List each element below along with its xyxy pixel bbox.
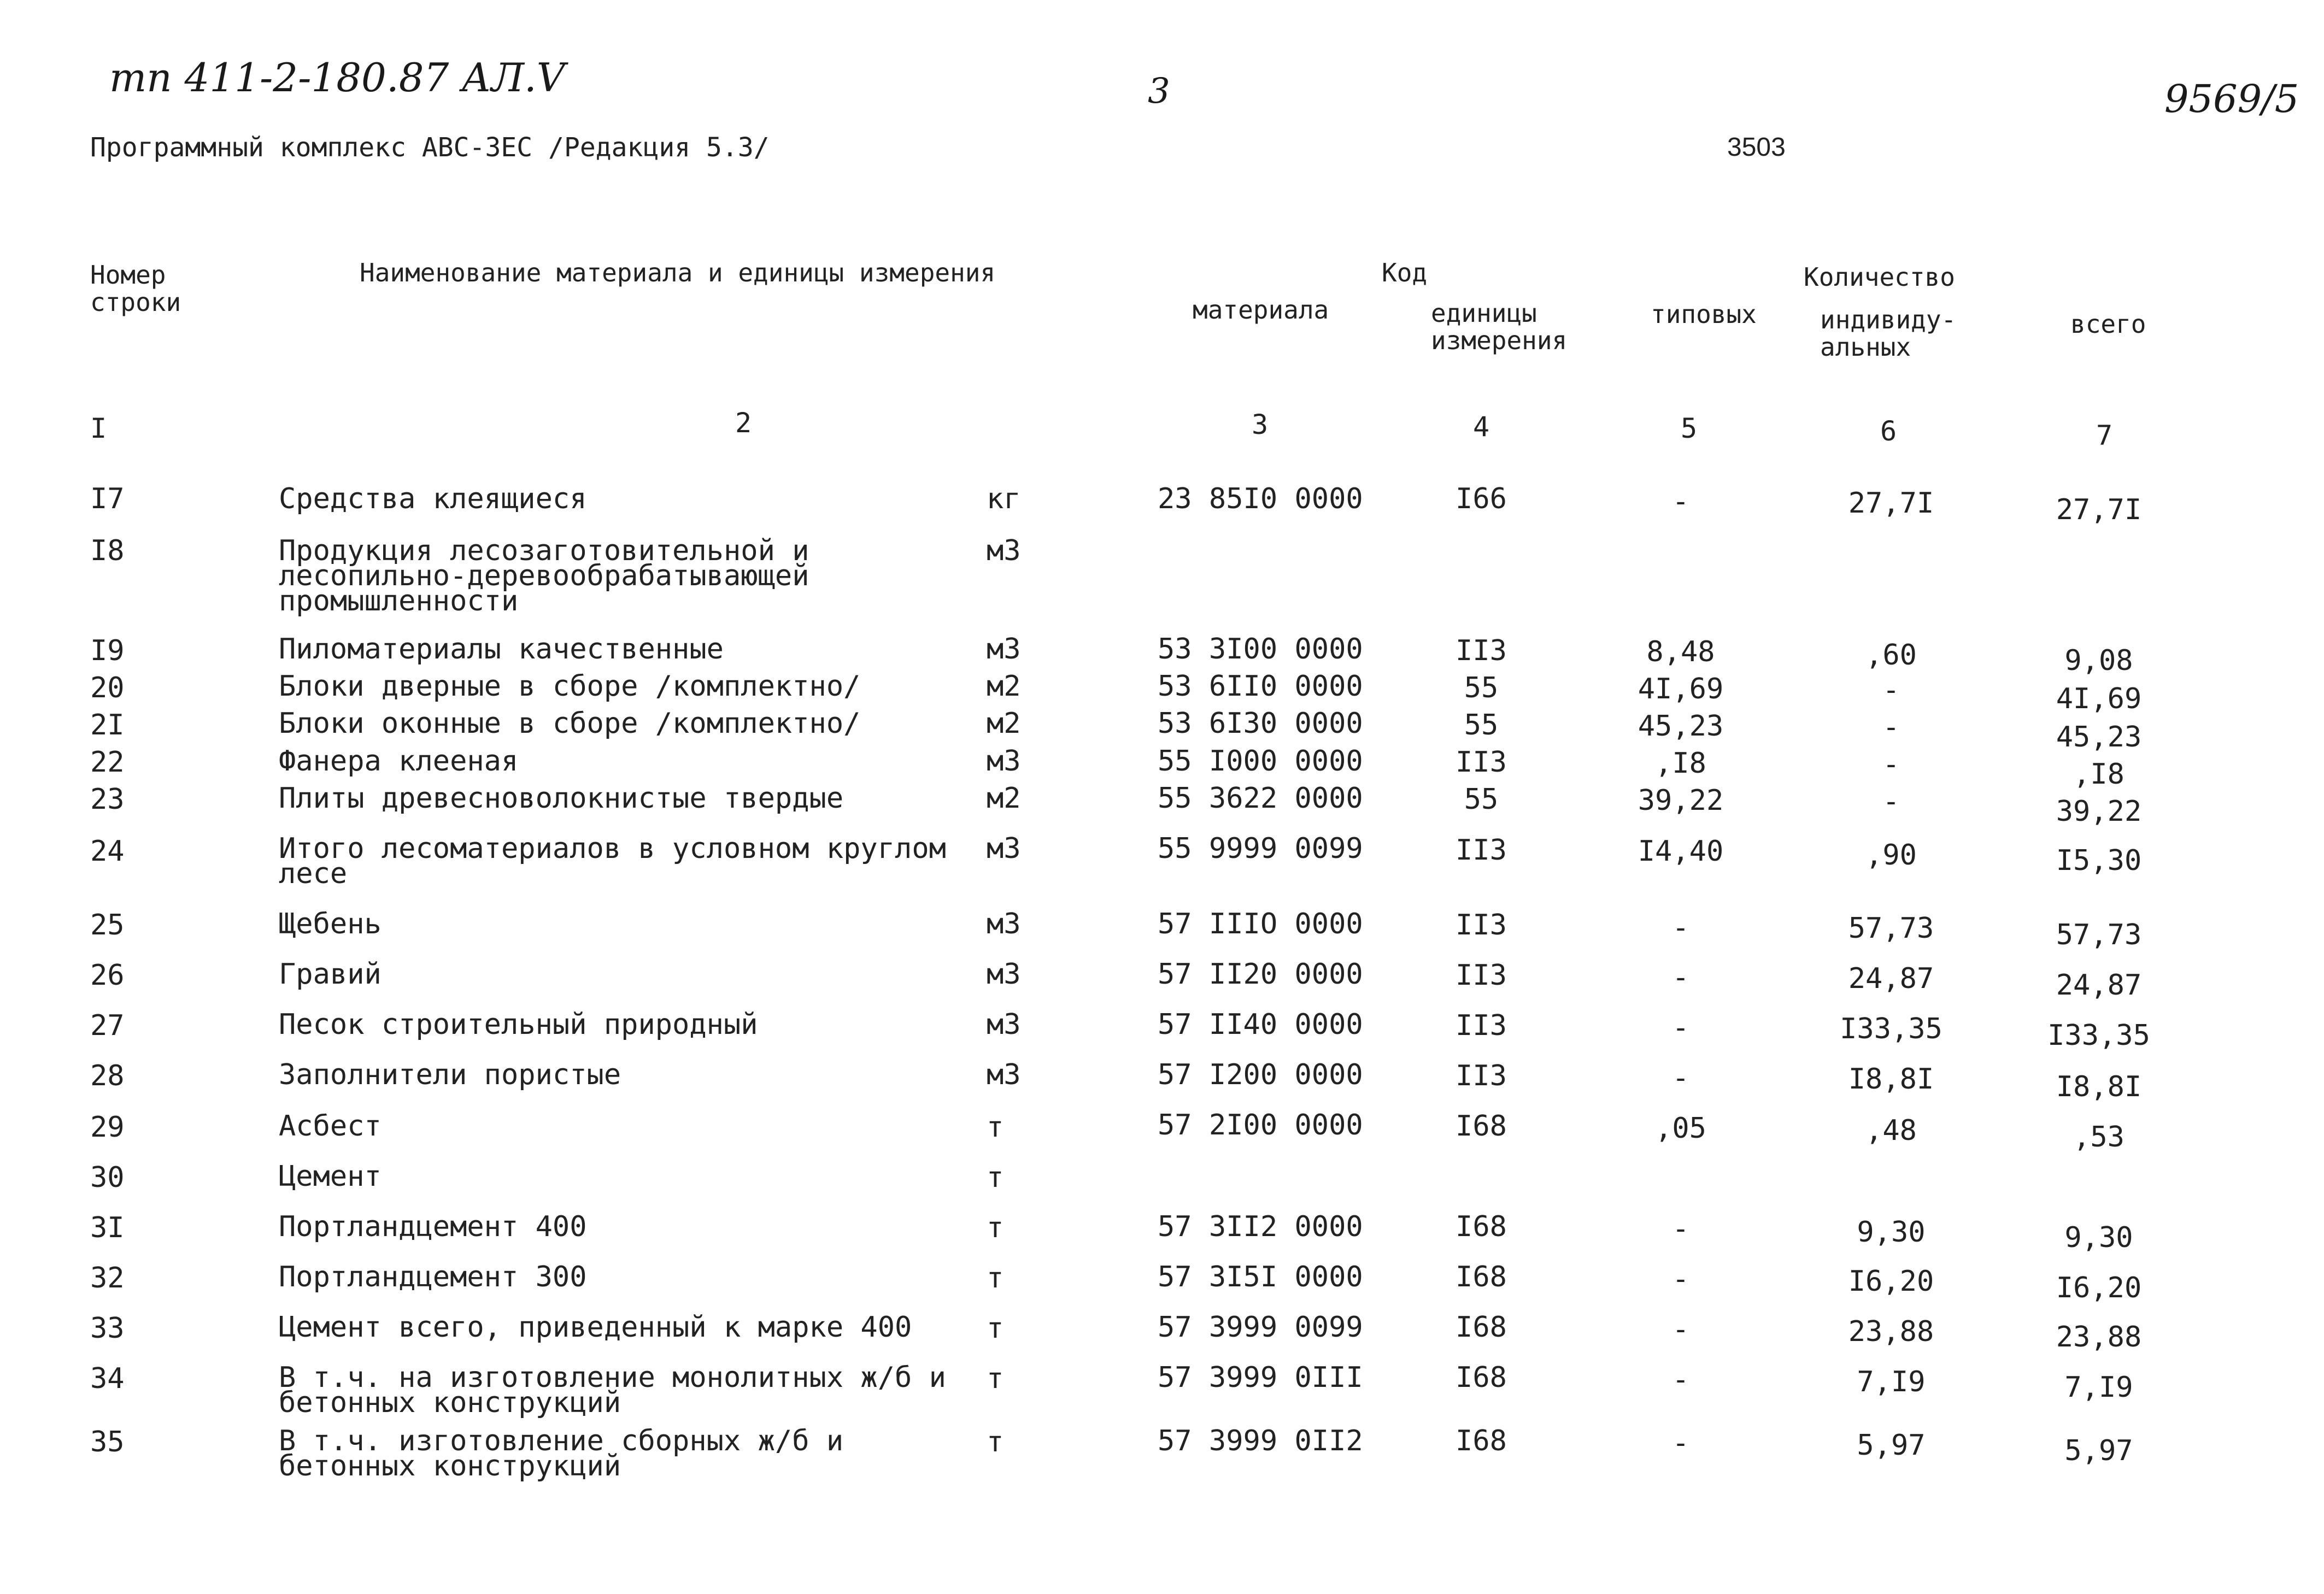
row-number: 27 — [90, 1009, 125, 1042]
unit-code: II3 — [1456, 1009, 1507, 1042]
material-name: Блоки оконные в сборе /комплектно/ — [279, 707, 861, 740]
material-code: 57 3999 0099 — [1158, 1311, 1363, 1344]
handwritten-sheet-number: 9569/5 — [2164, 77, 2299, 121]
quantity-individual: - — [1882, 711, 1900, 744]
column-number: 7 — [2096, 420, 2113, 451]
row-number: 26 — [90, 959, 125, 992]
unit: м3 — [987, 534, 1021, 567]
row-number: 32 — [90, 1262, 125, 1295]
quantity-individual: 7,I9 — [1857, 1366, 1926, 1398]
unit: т — [987, 1362, 1004, 1395]
material-code: 57 I200 0000 — [1158, 1058, 1363, 1091]
unit: т — [987, 1161, 1004, 1194]
column-header-unit-code: единицы измерения — [1431, 298, 1568, 355]
column-number: 3 — [1252, 409, 1269, 440]
column-number: 5 — [1681, 413, 1698, 444]
quantity-total: 24,87 — [2056, 969, 2142, 1002]
quantity-total: 27,7I — [2056, 493, 2142, 526]
unit: м2 — [987, 670, 1021, 703]
quantity-individual: ,90 — [1865, 839, 1917, 872]
quantity-individual: ,48 — [1865, 1114, 1917, 1147]
row-number: 2I — [90, 709, 125, 742]
column-number: 4 — [1473, 411, 1490, 443]
row-number: 33 — [90, 1312, 125, 1345]
quantity-individual: 27,7I — [1848, 487, 1934, 520]
unit-code: I68 — [1456, 1110, 1507, 1143]
material-name: Цемент — [279, 1160, 382, 1193]
quantity-total: 45,23 — [2056, 721, 2142, 754]
row-number: 29 — [90, 1111, 125, 1144]
column-header-individual: индивиду-альных — [1820, 305, 1957, 362]
material-code: 57 IIIO 0000 — [1158, 908, 1363, 940]
quantity-typical: ,05 — [1655, 1112, 1706, 1145]
column-header-quantity-group: Количество — [1804, 262, 1955, 292]
row-number: 28 — [90, 1060, 125, 1092]
material-code: 53 6I30 0000 — [1158, 707, 1363, 740]
handwritten-page-number: 3 — [1148, 71, 1170, 111]
unit: т — [987, 1111, 1004, 1144]
unit: м2 — [987, 782, 1021, 815]
material-name: Пиломатериалы качественные — [279, 633, 724, 666]
column-header-row-number: Номер строки — [90, 260, 181, 317]
material-name: Щебень — [279, 908, 382, 940]
unit: м2 — [987, 707, 1021, 740]
quantity-individual: - — [1882, 748, 1900, 781]
quantity-individual: I6,20 — [1848, 1265, 1934, 1298]
material-code: 23 85I0 0000 — [1158, 483, 1363, 515]
quantity-total: 9,08 — [2064, 644, 2133, 677]
quantity-typical: - — [1672, 485, 1689, 518]
material-name: Фанера клееная — [279, 745, 519, 778]
unit: м3 — [987, 745, 1021, 778]
unit: кг — [987, 483, 1021, 515]
quantity-typical: - — [1672, 961, 1689, 994]
quantity-typical: 8,48 — [1646, 636, 1715, 668]
quantity-individual: - — [1882, 785, 1900, 818]
quantity-individual: 24,87 — [1848, 962, 1934, 995]
quantity-total: ,I8 — [2073, 758, 2125, 791]
quantity-individual: I33,35 — [1840, 1013, 1942, 1045]
quantity-typical: - — [1672, 1427, 1689, 1460]
material-name: Портландцемент 400 — [279, 1210, 587, 1243]
unit: м3 — [987, 1058, 1021, 1091]
quantity-typical: - — [1672, 1313, 1689, 1346]
row-number: I8 — [90, 534, 125, 567]
unit-code: II3 — [1456, 834, 1507, 867]
quantity-typical: - — [1672, 1213, 1689, 1245]
unit-code: 55 — [1464, 709, 1499, 742]
program-title: Программный комплекс АВС-3ЕС /Редакция 5.3/ — [90, 132, 770, 163]
quantity-typical: - — [1672, 1263, 1689, 1296]
unit-code: I68 — [1456, 1311, 1507, 1344]
column-number: 6 — [1880, 415, 1897, 447]
quantity-total: I6,20 — [2056, 1272, 2142, 1304]
material-name: Блоки дверные в сборе /комплектно/ — [279, 670, 861, 703]
quantity-total: I8,8I — [2056, 1070, 2142, 1103]
row-number: 34 — [90, 1362, 125, 1395]
material-name: Гравий — [279, 958, 382, 991]
unit-code: 55 — [1464, 783, 1499, 816]
unit: т — [987, 1312, 1004, 1345]
unit-code: II3 — [1456, 959, 1507, 992]
row-number: 24 — [90, 835, 125, 868]
material-name: В т.ч. на изготовление монолитных ж/б и бетонных конструкций — [279, 1361, 946, 1419]
unit: т — [987, 1426, 1004, 1458]
column-header-typical: типовых — [1651, 299, 1757, 329]
quantity-total: 4I,69 — [2056, 683, 2142, 715]
unit-code: II3 — [1456, 746, 1507, 779]
quantity-total: 7,I9 — [2064, 1371, 2133, 1404]
unit-code: I68 — [1456, 1261, 1507, 1293]
material-name: Плиты древесноволокнистые твердые — [279, 782, 844, 815]
material-code: 57 2I00 0000 — [1158, 1109, 1363, 1142]
row-number: I9 — [90, 634, 125, 667]
unit-code: II3 — [1456, 1060, 1507, 1092]
material-name: Средства клеящиеся — [279, 483, 587, 515]
material-code: 55 I000 0000 — [1158, 745, 1363, 778]
quantity-typical: - — [1672, 1062, 1689, 1095]
unit-code: II3 — [1456, 634, 1507, 667]
quantity-individual: 57,73 — [1848, 912, 1934, 945]
unit: м3 — [987, 908, 1021, 940]
material-name: В т.ч. изготовление сборных ж/б и бетонных конструкций — [279, 1425, 844, 1483]
material-name: Портландцемент 300 — [279, 1261, 587, 1293]
quantity-total: 5,97 — [2064, 1434, 2133, 1467]
quantity-total: 23,88 — [2056, 1321, 2142, 1354]
material-code: 57 3999 0II2 — [1158, 1425, 1363, 1457]
row-number: 35 — [90, 1426, 125, 1458]
quantity-typical: - — [1672, 1011, 1689, 1044]
handwritten-doc-reference: тп 411-2-180.87 АЛ.V — [109, 55, 565, 101]
unit-code: 55 — [1464, 672, 1499, 704]
quantity-total: 57,73 — [2056, 919, 2142, 951]
material-code: 57 II20 0000 — [1158, 958, 1363, 991]
quantity-individual: 5,97 — [1857, 1429, 1926, 1462]
row-number: I7 — [90, 483, 125, 515]
unit: т — [987, 1262, 1004, 1295]
quantity-individual: 23,88 — [1848, 1315, 1934, 1348]
material-name: Песок строительный природный — [279, 1008, 758, 1041]
material-name: Итого лесоматериалов в условном круглом лесе — [279, 832, 946, 890]
column-header-name: Наименование материала и единицы измерения — [360, 258, 996, 287]
column-header-total: всего — [2070, 309, 2146, 339]
quantity-typical: 45,23 — [1638, 710, 1724, 743]
row-number: 23 — [90, 783, 125, 816]
material-code: 55 3622 0000 — [1158, 782, 1363, 815]
material-name: Цемент всего, приведенный к марке 400 — [279, 1311, 912, 1344]
quantity-typical: 4I,69 — [1638, 673, 1724, 705]
quantity-total: I5,30 — [2056, 844, 2142, 877]
material-name: Продукция лесозаготовительной и лесопильно-деревообрабатывающей промышленности — [279, 534, 809, 617]
material-name: Заполнители пористые — [279, 1058, 621, 1091]
unit: м3 — [987, 633, 1021, 666]
unit: м3 — [987, 958, 1021, 991]
quantity-typical: I4,40 — [1638, 835, 1724, 868]
unit-code: I68 — [1456, 1425, 1507, 1457]
row-number: 20 — [90, 672, 125, 704]
unit: т — [987, 1211, 1004, 1244]
quantity-typical: - — [1672, 911, 1689, 944]
quantity-typical: ,I8 — [1655, 747, 1706, 780]
form-code: 3503 — [1727, 133, 1786, 162]
material-code: 57 II40 0000 — [1158, 1008, 1363, 1041]
quantity-total: 39,22 — [2056, 795, 2142, 828]
unit-code: I68 — [1456, 1210, 1507, 1243]
row-number: 3I — [90, 1211, 125, 1244]
material-code: 57 3II2 0000 — [1158, 1210, 1363, 1243]
unit-code: I68 — [1456, 1361, 1507, 1394]
quantity-individual: I8,8I — [1848, 1063, 1934, 1096]
column-number: 2 — [735, 407, 752, 439]
quantity-total: 9,30 — [2064, 1221, 2133, 1254]
material-code: 53 6II0 0000 — [1158, 670, 1363, 703]
unit-code: II3 — [1456, 909, 1507, 942]
unit-code: I66 — [1456, 483, 1507, 515]
row-number: 22 — [90, 746, 125, 779]
material-name: Асбест — [279, 1110, 382, 1143]
unit: м3 — [987, 832, 1021, 865]
material-code: 55 9999 0099 — [1158, 832, 1363, 865]
quantity-total: I33,35 — [2047, 1019, 2150, 1052]
quantity-total: ,53 — [2073, 1121, 2125, 1154]
quantity-typical: 39,22 — [1638, 784, 1724, 817]
material-code: 53 3I00 0000 — [1158, 633, 1363, 666]
quantity-typical: - — [1672, 1363, 1689, 1396]
column-number: I — [90, 413, 107, 444]
column-header-material-code: материала — [1193, 295, 1329, 325]
quantity-individual: ,60 — [1865, 639, 1917, 672]
material-code: 57 3I5I 0000 — [1158, 1261, 1363, 1293]
column-header-code-group: Код — [1382, 258, 1428, 287]
row-number: 30 — [90, 1161, 125, 1194]
row-number: 25 — [90, 909, 125, 942]
quantity-individual: 9,30 — [1857, 1216, 1926, 1249]
quantity-individual: - — [1882, 674, 1900, 707]
material-code: 57 3999 0III — [1158, 1361, 1363, 1394]
unit: м3 — [987, 1008, 1021, 1041]
